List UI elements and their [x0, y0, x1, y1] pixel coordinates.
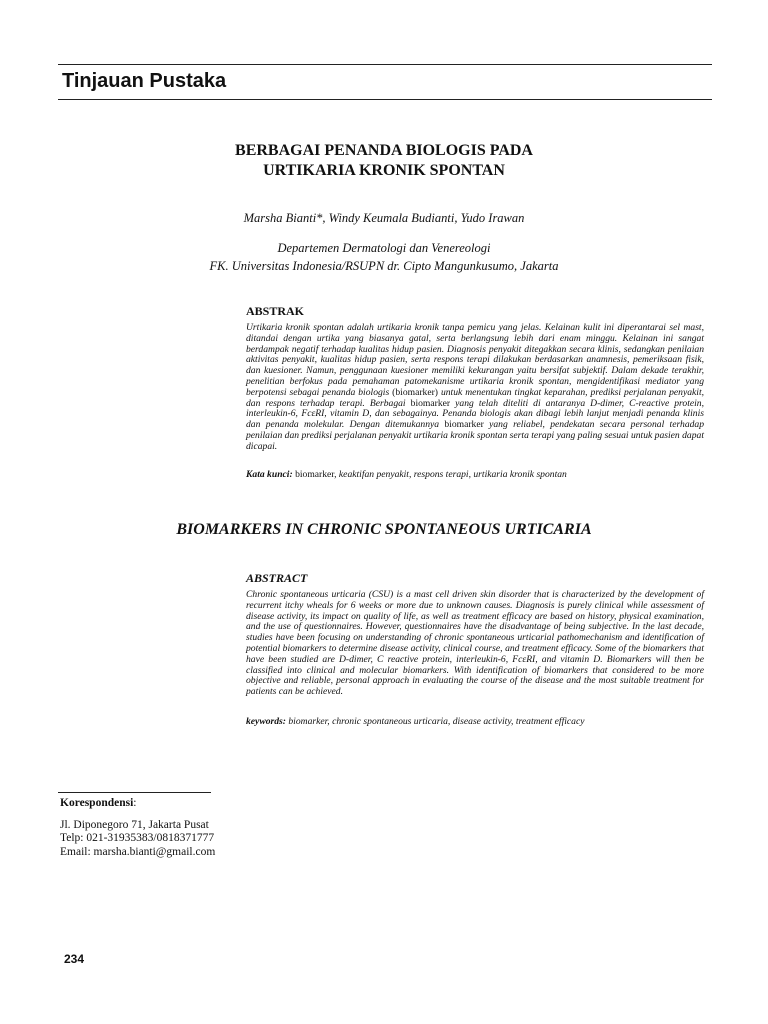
- affiliation-line-2: FK. Universitas Indonesia/RSUPN dr. Cipto Mangunkusumo, Jakarta: [209, 259, 559, 273]
- abstrak-term-2: biomarker: [410, 397, 451, 409]
- abstract-body: Chronic spontaneous urticaria (CSU) is a mast cell driven skin disorder that is characterized by the development of recurrent itchy wheals for 6 weeks or more due to unknown causes. Diagnosis is purely clinical while assessment of disease activity, its impact on quality of life, as well as treatment efficacy are based on history, physical examination, and the use of questionnaires. However, questionnaires have the disadvantage of being subjective. In the last decade, studies have been focusing on understanding of chronic spontaneous urticarial pathomechanism and identification of potential biomarkers to determine disease activity, clinical course, and treatment efficacy. Some of the biomarkers that have been studied are D-dimer, C reactive protein, interleukin-6, FcεRI, and vitamin D. Biomarkers will then be classified into clinical and molecular biomarkers. With identification of biomarkers that considered to be more objective and reliable, personal approach in evaluating the course of the disease and the most suitable treatment for patients can be achieved.: [246, 589, 704, 698]
- english-title: BIOMARKERS IN CHRONIC SPONTANEOUS URTICARIA: [176, 521, 592, 538]
- correspondence-rule: [58, 792, 211, 793]
- section-label: Tinjauan Pustaka: [62, 70, 227, 92]
- abstrak-keywords-term: biomarker,: [295, 469, 337, 480]
- abstract-keywords-label: keywords:: [246, 716, 286, 727]
- abstract-keywords: [246, 716, 704, 727]
- abstrak-term-1: (biomarker): [392, 386, 438, 398]
- correspondence-details: [60, 819, 215, 859]
- abstrak-text-4: yang reliabel, pendekatan secara personal terhadap penilaian dan prediksi perjalanan penyakit urtikaria kronik spontan serta terapi yang paling sesuai untuk pasien dapat dicapai.: [246, 419, 705, 452]
- abstract-heading: ABSTRACT: [246, 571, 308, 585]
- header-bottom-rule: [58, 99, 712, 100]
- authors: Marsha Bianti*, Windy Keumala Budianti, Yudo Irawan: [243, 211, 525, 225]
- title-line-1: BERBAGAI PENANDA BIOLOGIS PADA: [235, 142, 533, 159]
- correspondence-phone: Telp: 021-31935383/0818371777: [60, 832, 215, 845]
- correspondence-email: Email: marsha.bianti@gmail.com: [60, 845, 216, 858]
- affiliation: [0, 239, 768, 275]
- affiliation-line-1: Departemen Dermatologi dan Venereologi: [277, 241, 491, 255]
- correspondence-address: Jl. Diponegoro 71, Jakarta Pusat: [60, 819, 209, 831]
- abstrak-text-3: yang telah diteliti di antaranya D-dimer, C-reactive protein, interleukin-6, FcεRI, vitamin D, dan sebagainya. Penanda biologis akan dibagi lebih lanjut menjadi penanda klinis dan penanda molekular. Dengan ditemukannya: [246, 397, 705, 431]
- abstrak-heading: ABSTRAK: [246, 304, 305, 318]
- abstrak-term-3: biomarker: [444, 419, 484, 431]
- correspondence-heading-text: Korespondensi: [60, 797, 134, 809]
- correspondence-heading: [60, 797, 136, 809]
- abstrak-body: [246, 323, 704, 453]
- header-top-rule: [58, 64, 712, 65]
- abstrak-keywords-label: Kata kunci:: [246, 469, 293, 480]
- abstrak-keywords: [246, 469, 704, 480]
- abstrak-text-1: Urtikaria kronik spontan adalah urtikaria kronik tanpa pemicu yang jelas. Kelainan kulit ini diperantarai sel mast, ditandai dengan urtika yang biasanya gatal, serta berlangsung lebih dari enam minggu. Kelainan ini sangat berdampak negatif terhadap kualitas hidup pasien. Diagnosis penyakit ditegakkan secara klinis, sedangkan penilaian aktivitas penyakit, kualitas hidup pasien, serta respons terapi dilakukan berdasarkan anamnesis, pemeriksaan fisik, dan kuesioner. Namun, penggunaan kuesioner memiliki kekurangan yaitu bersifat subjektif. Dalam dekade terakhir, penelitian berfokus pada pemahaman patomekanisme urtikaria kronik spontan, mengidentifikasi mediator yang berpotensi sebagai penanda biologis: [246, 322, 704, 398]
- abstrak-keywords-rest: keaktifan penyakit, respons terapi, urtikaria kronik spontan: [338, 469, 567, 480]
- correspondence-colon: :: [133, 797, 137, 809]
- title-line-2: URTIKARIA KRONIK SPONTAN: [263, 162, 505, 179]
- page-number: 234: [64, 952, 85, 966]
- abstrak-text-2: untuk menentukan tingkat keparahan, prediksi perjalanan penyakit, dan respons terhadap terapi. Berbagai: [246, 386, 705, 409]
- article-title: [0, 141, 768, 181]
- abstract-keywords-rest: biomarker, chronic spontaneous urticaria, disease activity, treatment efficacy: [288, 716, 585, 727]
